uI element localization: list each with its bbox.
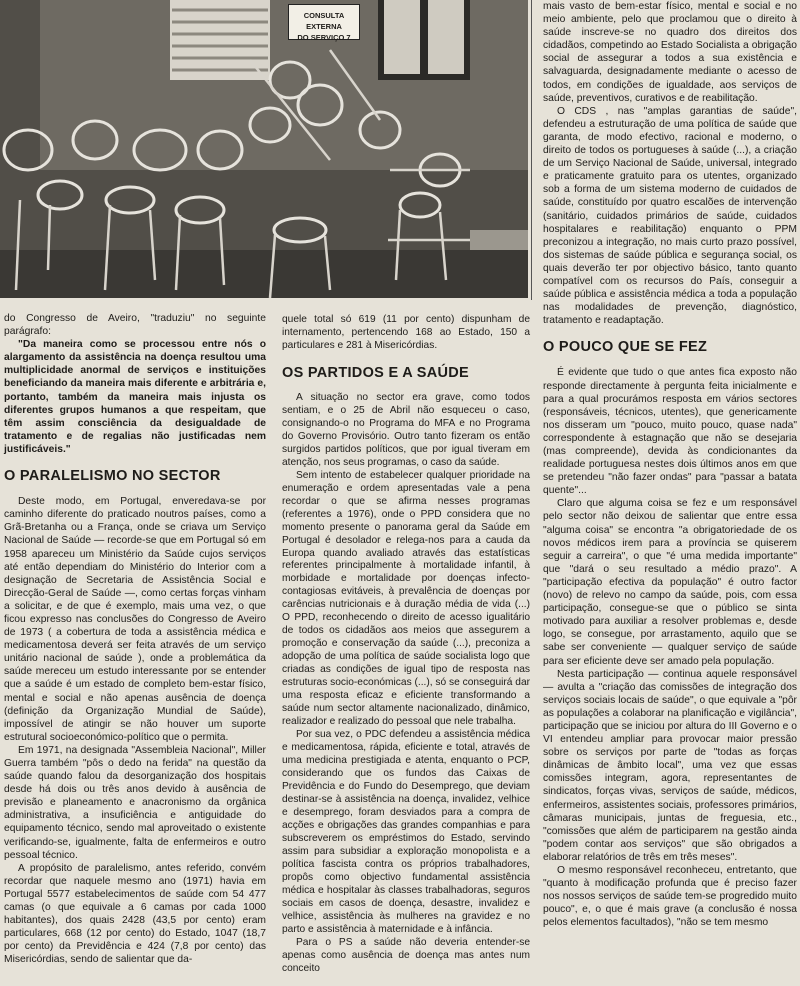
intro-paragraph: do Congresso de Aveiro, "traduziu" no seguinte parágrafo: xyxy=(4,313,266,338)
heading-partidos: OS PARTIDOS E A SAÚDE xyxy=(282,364,470,381)
paragraph: Sem intento de estabelecer qualquer prioridade na enumeração e ordem apresentadas vale a pena recordar o que se afirma nesses programas (referentes a 1976), onde o PPD considera que no momento presente o panorama geral da Saúde em Portugal é desolador e relega-nos para a cauda da Europa quando avaliado através das estatísticas referentes principalmente à mortalidade infantil, à morbidade e mortalidade por doenças infecto-contagiosas evitáveis, à prevalência de doenças por carências nutricionais e à duração média de vida (...) O PPD, reconhecendo o direito de acesso igualitário de todos os cidadãos aos meios que assegurem a promoção e conservação da saúde (...), preconiza a adopção de uma política de saúde socialista logo que criadas as condições de igual tipo de resposta nas estruturas socio-económicas (...), só se conseguirá dar uma resposta eficaz e eficiente transformando a saúde num sector altamente nacionalizado, dinâmico, realizador e realizado do pessoal que nele trabalha. xyxy=(282,469,531,728)
paragraph: O mesmo responsável reconheceu, entretanto, que "quanto à modificação profunda que é preciso fazer nos nossos serviços de saúde tem-se progredido muito pouco", e, o que é mais grave (a conclusão é nossa pelos elementos facultados), "não se tem mesmo xyxy=(543,865,797,929)
consultation-sign xyxy=(288,4,360,40)
paragraph: Para o PS a saúde não deveria entender-se apenas como ausência de doença mas antes num conceito xyxy=(282,936,530,974)
paragraph: A situação no sector era grave, como todos sentiam, e o 25 de Abril não esqueceu o caso, consignando-o no Programa do MFA e no Programa do Governo Provisório. Outro tanto fizeram os então surgidos partidos políticos, que por igual tiveram em atenção, nos seus programas, o caso da saúde. xyxy=(282,391,530,468)
paragraph: O CDS , nas "amplas garantias de saúde", defendeu a estruturação de uma política de saúde que garanta, de modo efectivo, racional e moderno, o direito de todos os portugueses à saúde (...), a criação de um Serviço Nacional de Saúde, universal, integrado e praticamente gratuito para os utentes, organizado sob a forma de um sistema moderno de cuidados de saúde, constituído por quatro escalões de intervenção (sanitário, cuidados primários de saúde, cuidados hospitalares e reabilitação) enquanto o PPM preconizou a integração, no mais curto prazo possível, dos sistemas de saúde pública e segurança social, os quais deverão ter por objectivo básico, tanto quanto compatível com os recursos do País, conseguir a saúde pública e assistência médica a toda a população nas modalidades de prevenção, diagnóstico, tratamento e readaptação. xyxy=(543,105,797,327)
column-middle xyxy=(282,314,530,975)
chairs-illustration xyxy=(0,0,528,298)
quote-paragraph: "Da maneira como se processou entre nós o alargamento da assistência na doença resultou uma multiplicidade anormal de serviços e instituições beneficiando da maneira mais diferente e arbitrária e, portanto, também da maneira mais injusta os diferentes grupos humanos a que respeitam, que têm assim consciência da desigualdade de tratamento e de regalias não justificadas nem justificáveis." xyxy=(4,339,266,455)
paragraph: Por sua vez, o PDC defendeu a assistência médica e medicamentosa, rápida, eficiente e total, através de uma medicina prestigiada e atenta, enquanto o PCP, considerando que os fundos das Caixas de Previdência e do Fundo do Desemprego, que deviam destinar-se à assistência na doença, invalidez, velhice e desemprego, foram desviados para a compra de acções e obrigações das grandes companhias e para subscreverem os empréstimos do Estado, servindo assim para subsidiar a exploração monopolista e a política fascista contra os próprios trabalhadores, propôs como objectivo fundamental assistência médica e hospitalar às classes trabalhadoras, seguros sociais em casos de doença, desastre, invalidez e velhice, assistência às mulheres na gravidez e no parto e assistência à maternidade e à infância. xyxy=(282,729,530,935)
paragraph: É evidente que tudo o que antes fica exposto não responde directamente à pergunta feita inicialmente e para a qual procurámos resposta em vários sectores (responsáveis, técnicos, utentes), que genericamente nos disseram um "pouco, muito pouco, quase nada" correspondente à estagnação que não se desejaria (mas compreende), devida às condicionantes da realidade portuguesa nestes dois últimos anos em que se pretendeu "não fazer ondas" para "passar a batata quente"... xyxy=(543,367,797,497)
column-right xyxy=(543,0,797,929)
photo-chairs xyxy=(0,0,528,298)
paragraph: mais vasto de bem-estar físico, mental e social e no meio ambiente, pelo que proclamou que o direito à saúde inscreve-se no quadro dos direitos dos cidadãos, competindo ao Estado Socialista a obrigação social de assegurar a todos a sua existência e salvaguarda, designadamente mediante o acesso de todos, em condições de igualdade, aos serviços de saúde, preventivos, curativos e de reabilitação. xyxy=(543,1,797,104)
paragraph: Claro que alguma coisa se fez e um responsável pelo sector não deixou de salientar que entre essa "alguma coisa" se encontra "a obrigatoriedade de os novos médicos irem para a província se quiserem seguir a carreira", o que "é uma medida importante" que "dará o seu resultado a médio prazo". A "participação efectiva da população" é outro factor (novo) de relevo no campo da saúde, pois, com essa participação, consegue-se que o público se sinta motivado para auxiliar a resolver problemas e, desde logo, se consegue, por arrastamento, aquilo que se sabe ser conveniente — qualquer serviço de saúde para ser eficiente deve ser amado pela população. xyxy=(543,498,797,667)
paragraph: quele total só 619 (11 por cento) dispunham de internamento, pertencendo 168 ao Estado, 150 a particulares e 281 à Misericórdias. xyxy=(282,314,530,351)
sign-line-1: CONSULTA EXTERNA xyxy=(303,11,345,31)
paragraph: Em 1971, na designada "Assembleia Nacional", Miller Guerra também "pôs o dedo na ferida" na questão da saúde quando falou da desorganização dos hospitais desde há dois ou três anos devido à ausência de previsão e planeamento e anacronismo da orgânica administrativa, a insuficiência e antiguidade do equipamento técnico, sendo mal aproveitado o existente verificando-se, igualmente, falta de enfermeiros e outro pessoal técnico. xyxy=(4,744,266,861)
heading-paralelismo: O PARALELISMO NO SECTOR xyxy=(4,468,221,485)
heading-pouco: O POUCO QUE SE FEZ xyxy=(543,339,708,356)
paragraph: Nesta participação — continua aquele responsável — avulta a "criação das comissões de integração dos serviços sociais locais de saúde", o que equivale a "pôr as populações a colaborar na planificação e vigilância", participação que se iniciou por altura do III Governo e o VI entendeu ampliar para provocar maior pressão sobre os serviços por parte de "todas as forças dinâmicas de âmbito local", uma vez que essas comissões integram, agora, representantes de sindicatos, forças vivas, serviços de saúde, médicos, enfermeiros, assistentes sociais, professores primários, câmaras municipais, juntas de freguesia, etc., "comissões que além de participarem na gestão ainda "podem contar aos serviços" que são obrigados a elaborar relatórios de três em três meses". xyxy=(543,668,797,863)
paragraph: A propósito de paralelismo, antes referido, convém recordar que naquele mesmo ano (1971) havia em Portugal 5577 estabelecimentos de saúde com 54 477 camas (o que equivale a 6 camas por cada 1000 habitantes), dos quais 2428 (43,5 por cento) eram particulares, 668 (12 por cento) do Estado, 1047 (18,7 por cento) da Previdência e 424 (7,8 por cento) das Misericórdias, sendo de salientar que da- xyxy=(4,862,266,966)
sign-line-2: DO SERVIÇO 7 xyxy=(297,33,351,42)
paragraph: Deste modo, em Portugal, enveredava-se por caminho diferente do praticado noutros países, como a Grã-Bretanha ou a França, onde se criava um Serviço Nacional de Saúde — recorde-se que em Portugal só em 1958 apareceu um Ministério da Saúde cujos serviços até então dependiam do Ministério do Interior com a designação de Secretaria de Assistência Social e Direcção-Geral de Saúde —, como certas forças vinham a solicitar, e de que é exemplo, mais uma vez, o que ficou expresso nas conclusões do Congresso de Aveiro de 1973 ( a cobertura de toda a assistência médica e medicamentosa deverá ser feita através de um serviço unitário nacional de saúde ), onde a problemática da saúde mereceu um estudo interessante por se entender que a saúde é um estado de completo bem-estar físico, mental e social e não apenas ausência de doença (definição da Organização Mundial de Saúde), impossível de atingir se não houver um suporte estrutural socioeconómico-político que o permita. xyxy=(4,496,266,743)
column-left xyxy=(4,312,266,967)
column-rule xyxy=(531,0,532,300)
